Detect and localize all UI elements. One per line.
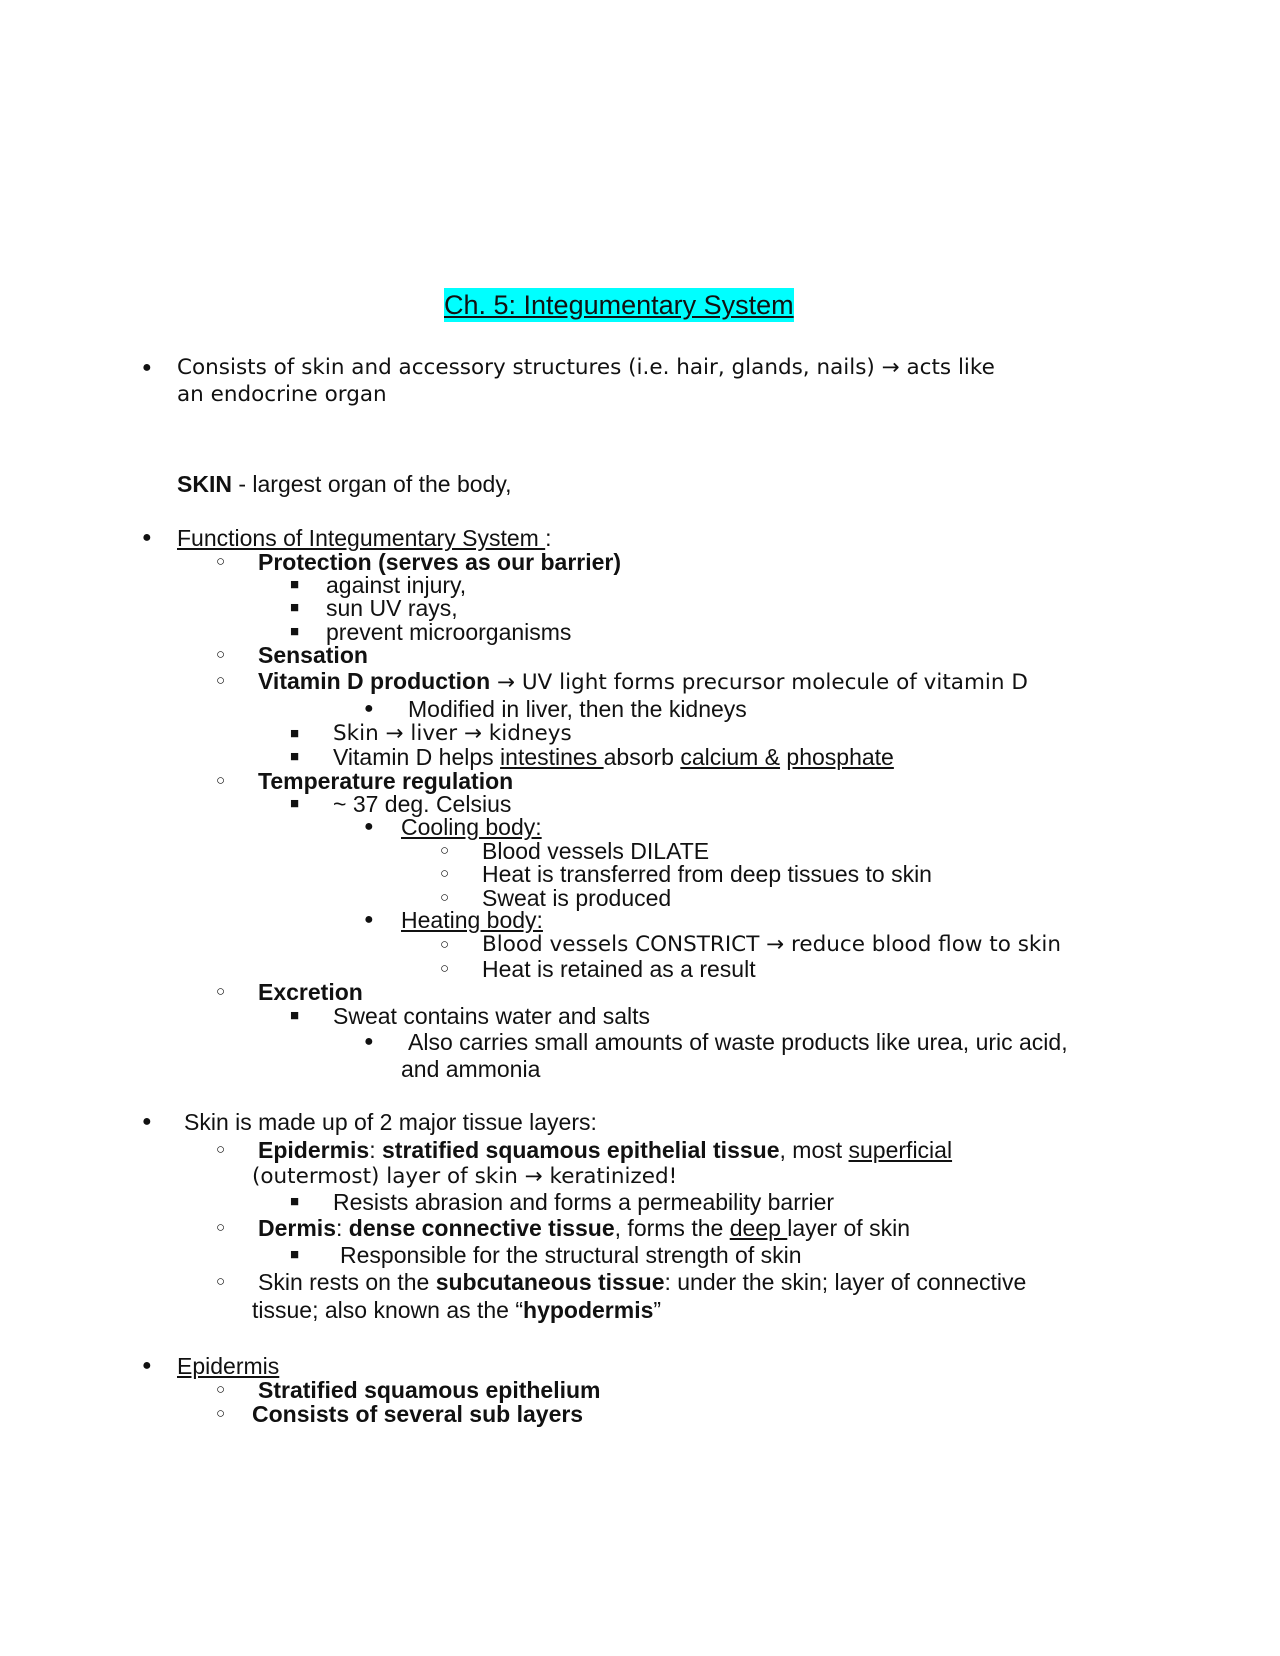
bullet-square: ■: [290, 1193, 300, 1210]
cooling-heading: Cooling body:: [401, 814, 542, 840]
function-temperature: Temperature regulation: [258, 768, 514, 794]
bullet-circle: ○: [216, 1141, 226, 1158]
list-item: Skin → liver → kidneys: [333, 721, 572, 746]
list-item: Resists abrasion and forms a permeability barrier: [333, 1189, 835, 1215]
list-item: Blood vessels DILATE: [482, 838, 710, 864]
document-title: Ch. 5: Integumentary System: [444, 290, 794, 320]
list-item: Heat is transferred from deep tissues to skin: [482, 861, 932, 887]
bullet-circle: ○: [216, 1381, 226, 1398]
dermis-line: Dermis: dense connective tissue, forms the deep layer of skin: [258, 1215, 910, 1241]
bullet-disc: ●: [364, 700, 374, 717]
bullet-circle: ○: [216, 672, 226, 689]
bullet-square: ■: [290, 748, 300, 765]
bullet-disc: ●: [142, 359, 152, 376]
bullet-square: ■: [290, 623, 300, 640]
bullet-circle: ○: [440, 960, 450, 977]
bullet-disc: ●: [142, 1113, 152, 1130]
bullet-circle: ○: [440, 889, 450, 906]
skin-definition: SKIN - largest organ of the body,: [177, 471, 512, 497]
bullet-square: ■: [290, 795, 300, 812]
bullet-circle: ○: [440, 936, 450, 953]
list-item: Also carries small amounts of waste products like urea, uric acid,: [408, 1029, 1068, 1055]
list-item: against injury,: [326, 572, 467, 598]
list-item-cont: and ammonia: [401, 1056, 541, 1082]
list-item: sun UV rays,: [326, 595, 458, 621]
subcutaneous-line: Skin rests on the subcutaneous tissue: under the skin; layer of connective: [258, 1269, 1027, 1295]
list-item: Modified in liver, then the kidneys: [408, 696, 747, 722]
function-vitamin-d: Vitamin D production → UV light forms precursor molecule of vitamin D: [258, 668, 1028, 695]
bullet-square: ■: [290, 1007, 300, 1024]
bullet-disc: ●: [364, 911, 374, 928]
bullet-disc: ●: [364, 1033, 374, 1050]
epidermis-heading: Epidermis: [177, 1353, 280, 1379]
bullet-square: ■: [290, 576, 300, 593]
subcutaneous-line-cont: tissue; also known as the “hypodermis”: [252, 1297, 662, 1323]
bullet-circle: ○: [216, 1405, 226, 1422]
bullet-circle: ○: [216, 553, 226, 570]
intro-line: Consists of skin and accessory structures (i.e. hair, glands, nails) → acts like: [177, 355, 995, 380]
heating-heading: Heating body:: [401, 907, 543, 933]
list-item: Responsible for the structural strength of skin: [340, 1242, 802, 1268]
list-item: ~ 37 deg. Celsius: [333, 791, 512, 817]
list-item: Consists of several sub layers: [252, 1401, 584, 1427]
bullet-circle: ○: [216, 646, 226, 663]
epidermis-line-cont: (outermost) layer of skin → keratinized!: [252, 1164, 678, 1189]
functions-heading: Functions of Integumentary System :: [177, 525, 552, 551]
bullet-circle: ○: [216, 772, 226, 789]
tissue-layers-heading: Skin is made up of 2 major tissue layers:: [184, 1109, 597, 1135]
list-item: prevent microorganisms: [326, 619, 572, 645]
list-item: Sweat contains water and salts: [333, 1003, 651, 1029]
function-protection: Protection (serves as our barrier): [258, 549, 622, 575]
bullet-disc: ●: [364, 818, 374, 835]
list-item: Blood vessels CONSTRICT → reduce blood flow to skin: [482, 932, 1061, 957]
bullet-circle: ○: [216, 1219, 226, 1236]
epidermis-line: Epidermis: stratified squamous epithelial tissue, most superficial: [258, 1137, 953, 1163]
list-item: Heat is retained as a result: [482, 956, 756, 982]
bullet-circle: ○: [440, 842, 450, 859]
bullet-circle: ○: [216, 983, 226, 1000]
bullet-disc: ●: [142, 1357, 152, 1374]
bullet-square: ■: [290, 725, 300, 742]
bullet-circle: ○: [216, 1273, 226, 1290]
function-excretion: Excretion: [258, 979, 363, 1005]
function-sensation: Sensation: [258, 642, 368, 668]
bullet-square: ■: [290, 1246, 300, 1263]
bullet-circle: ○: [440, 865, 450, 882]
list-item: Sweat is produced: [482, 885, 672, 911]
list-item: Vitamin D helps intestines absorb calcium & phosphate: [333, 744, 894, 770]
bullet-disc: ●: [142, 529, 152, 546]
bullet-square: ■: [290, 599, 300, 616]
list-item: Stratified squamous epithelium: [258, 1377, 601, 1403]
intro-line-cont: an endocrine organ: [177, 382, 387, 407]
